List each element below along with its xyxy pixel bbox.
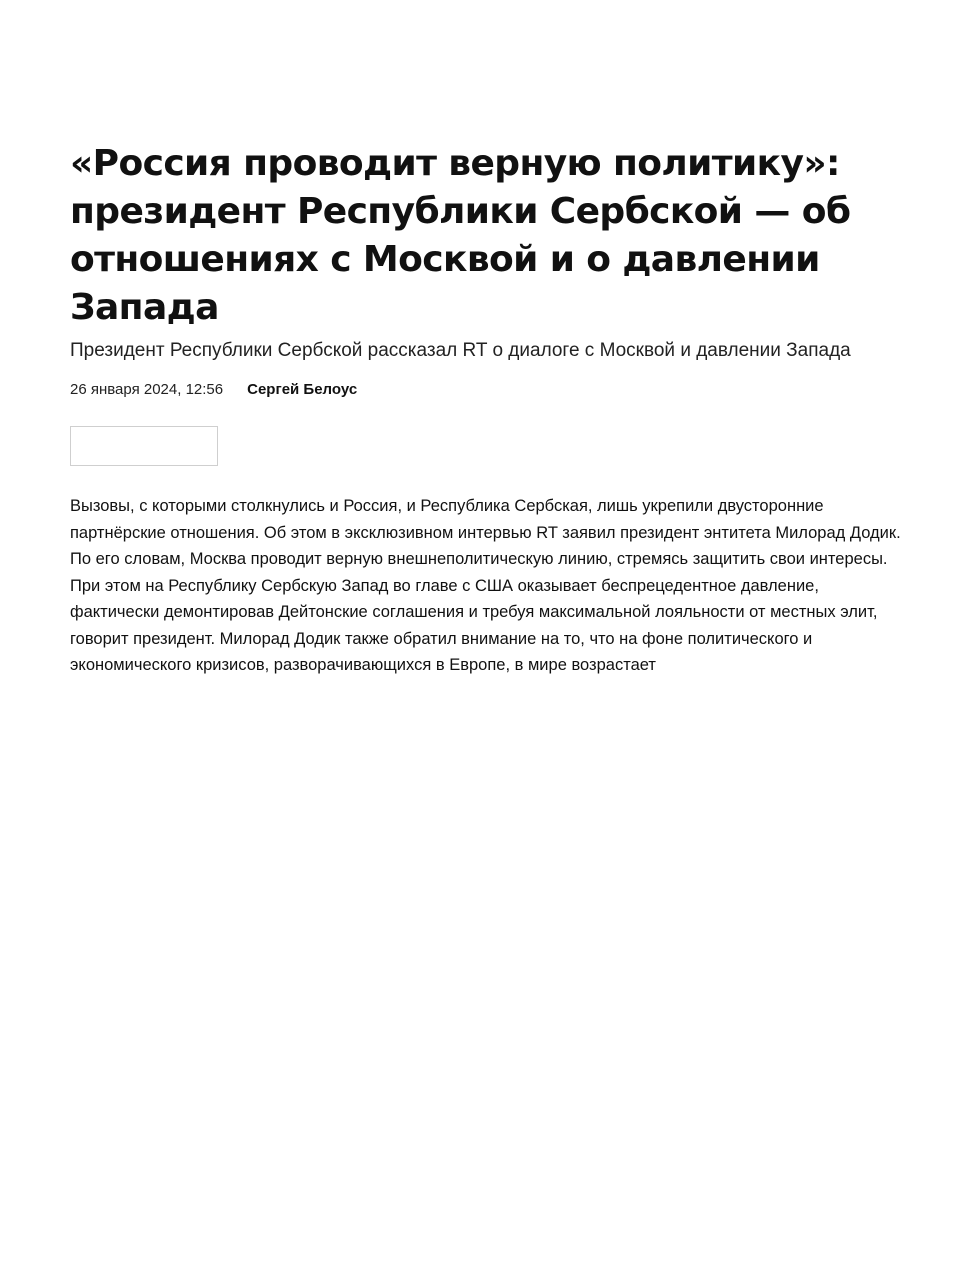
- share-widget-placeholder[interactable]: [70, 426, 218, 466]
- article-body: [70, 493, 910, 679]
- publish-date: 26 января 2024, 12:56: [70, 381, 224, 398]
- body-paragraph: Вызовы, с которыми столкнулись и Россия, и Республика Сербская, лишь укрепили двусторонние партнёрские отношения. Об этом в эксклюзивном интервью RT заявил президент энтитета Милорад Додик. По его словам, Москва проводит верную внешнеполитическую линию, стремясь защитить свои интересы. При этом на Республику Сербскую Запад во главе с США оказывает беспрецедентное давление, фактически демонтировав Дейтонские соглашения и требуя максимальной лояльности от местных элит, говорит президент. Милорад Додик также обратил внимание на то, что на фоне политического и экономического кризисов, разворачивающихся в Европе, в мире возрастает: [70, 497, 901, 674]
- article-meta: [70, 380, 910, 400]
- article: [70, 140, 910, 679]
- article-headline: «Россия проводит верную политику»: президент Республики Сербской — об отношениях с Москвой и о давлении Запада: [70, 143, 851, 328]
- article-subtitle: Президент Республики Сербской рассказал RT о диалоге с Москвой и давлении Запада: [70, 340, 851, 361]
- author-name[interactable]: Сергей Белоус: [247, 381, 358, 398]
